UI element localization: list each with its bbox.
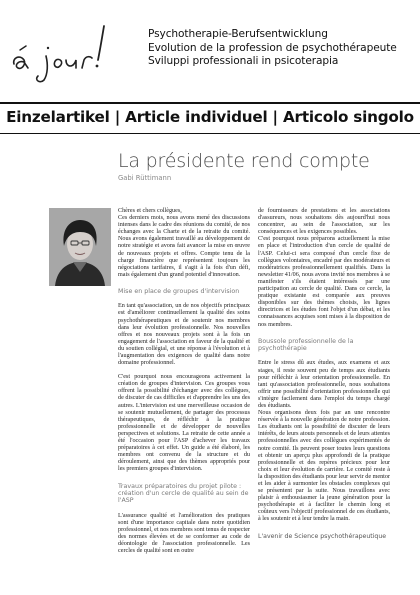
masthead-fr: Evolution de la profession de psychothérapeute bbox=[148, 41, 397, 54]
paragraph: C'est pourquoi nous préparons actuellement la mise en place et l'introduction d'un cercle de qualité de l'ASP. Celui-ci sera composé d'un cercle fixe de collègues volontaires, encadré par des modérateurs et modératrices professionnellement qualifiés. Dans la newsletter 41/06, nous avons invité nos membres à se manifester s'ils étaient intéressés par une participation au cercle de qualité. Dans ce cercle, la pratique existante est comparée aux preuves disponibles sur des thèmes choisis, les lignes directrices et les études font l'objet d'un débat, et les connaissances acquises sont mises à la disposition de nos membres. bbox=[258, 236, 390, 328]
top-rule bbox=[0, 102, 420, 104]
article-column-1 bbox=[118, 208, 250, 555]
paragraph: L'assurance qualité et l'amélioration des pratiques sont d'une importance capitale dans notre quotidien professionnel, et nos membres sont tenus de respecter des normes élevées et de se conformer au code de déontologie de l'association professionnelle. Les cercles de qualité sont en outre bbox=[118, 512, 250, 555]
masthead-it: Sviluppi professionali in psicoterapia bbox=[148, 55, 339, 68]
a-jour-logo bbox=[4, 20, 112, 86]
paragraph: Nous organisons deux fois par an une rencontre réservée à la nouvelle génération de notre profession. Les étudiants ont la possibilité de discuter de leurs intérêts, de leurs atouts personnels et de leurs attentes professionnelles avec des collègues expérimentés de notre comité. Ils peuvent poser toutes leurs questions et obtenir un aperçu plus approfondi de la pratique professionnelle et des repères précieux pour leur choix et leur évolution de carrière. Le comité reste à la disposition des étudiants pour leur servir de mentor et les aider à surmonter les obstacles complexes qui se présentent par la suite. Nous travaillons avec plaisir à enthousiasmer la jeune génération pour la psychothérapie et à faciliter le chemin long et coûteux vers l'objectif professionnel de ces étudiants, à les soutenir et à leur tendre la main. bbox=[258, 410, 390, 523]
subheading: Boussole professionnelle de la psychothérapie bbox=[258, 337, 354, 352]
paragraph: En tant qu'association, un de nos objectifs principaux est d'améliorer continuellement la qualité des soins psychothérapeutiques et de soutenir nos membres dans leur évolution professionnelle. Nos nouvelles offres et nos nouveaux projets sont à la fois un engagement de l'association en faveur de la qualité et du soutien collégial, et une réponse à l'évolution et à l'augmentation des exigences de qualité dans notre domaine professionnel. bbox=[118, 303, 250, 367]
salutation: Chères et chers collègues, bbox=[118, 208, 182, 214]
article-type-banner: Einzelartikel | Article individuel | Articolo singolo bbox=[6, 108, 414, 126]
paragraph: de fournisseurs de prestations et les associations d'assureurs, nous souhaitons dès aujourd'hui nous concentrer, au sein de l'association, sur les conséquences et les exigences possibles. bbox=[258, 208, 390, 236]
continuation-heading: L'avenir de Science psychothérapeutique bbox=[258, 532, 387, 540]
paragraph: Ces derniers mois, nous avons mené des discussions intenses dans le cadre des réunions du comité, de nos échanges avec la Charte et de la retraite du comité. Nous avons également travaillé au développement de notre stratégie et avons fait avancer la mise en œuvre de nouveaux projets et offres. Compte tenu de la charge financière que représentent toujours les négociations tarifaires, il s'agit à la fois d'un défi, mais également d'un grand potentiel d'innovation. bbox=[118, 215, 250, 278]
masthead-de: Psychotherapie-Berufsentwicklung bbox=[148, 28, 328, 40]
subheading: Mise en place de groupes d'intervision bbox=[118, 287, 240, 295]
author-photo bbox=[49, 208, 111, 286]
subheading: Travaux préparatoires du projet pilote : création d'un cercle de qualité au sein de l'ASP bbox=[118, 482, 249, 505]
paragraph: Entre le stress dû aux études, aux examens et aux stages, il reste souvent peu de temps aux étudiants pour réfléchir à leur orientation professionnelle. En tant qu'association professionnelle, nous souhaitons offrir une possibilité d'orientation professionnelle qui s'intègre facilement dans l'emploi du temps chargé des étudiants. bbox=[258, 360, 390, 409]
article-title: La présidente rend compte bbox=[118, 150, 370, 172]
article-author: Gabi Rüttimann bbox=[118, 174, 172, 182]
paragraph: C'est pourquoi nous encourageons activement la création de groupes d'intervision. Ces groupes vous offrent la possibilité d'échanger avec des collègues, de discuter de cas difficiles et d'apprendre les uns des autres. L'intervision est une merveilleuse occasion de se soutenir mutuellement, de partager des processus thérapeutiques, de réfléchir à la pratique professionnelle et de développer de nouvelles perspectives et solutions. La retraite de cette année a été l'occasion pour l'ASP d'achever les travaux préparatoires à cet effet. Un guide a été élaboré, les membres ont convenu de la structure et du déroulement, ainsi que des thèmes appropriés pour les premiers groupes d'intervision. bbox=[118, 374, 250, 473]
article-column-2 bbox=[258, 208, 390, 540]
masthead bbox=[148, 28, 414, 69]
bottom-rule bbox=[0, 133, 420, 134]
